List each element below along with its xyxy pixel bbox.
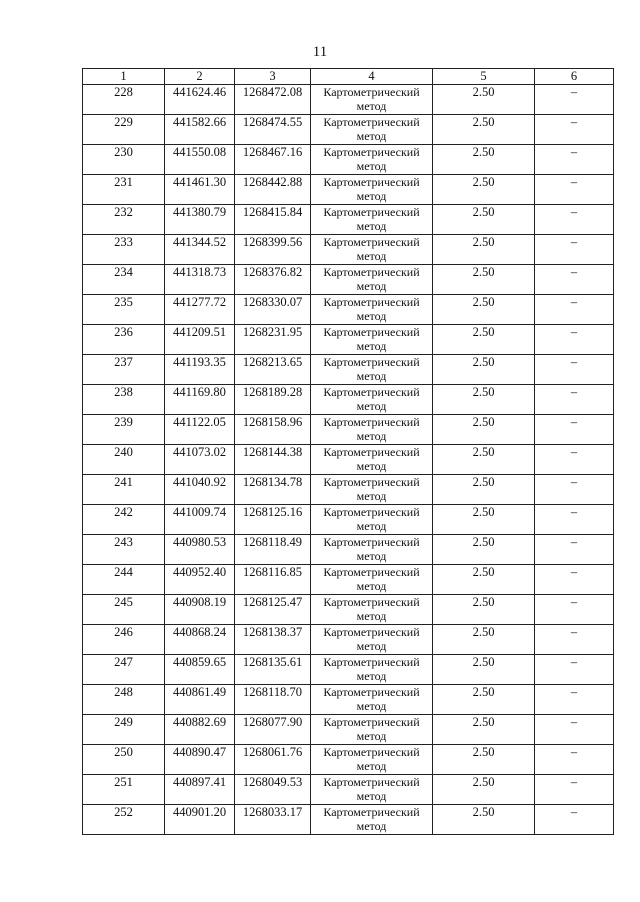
header-col-1: 1 bbox=[83, 69, 165, 85]
table-row bbox=[83, 655, 614, 685]
table-row bbox=[83, 355, 614, 385]
x-coordinate-cell: 441624.46 bbox=[165, 85, 235, 115]
method-cell: Картометрический метод bbox=[311, 565, 433, 595]
accuracy-cell: 2.50 bbox=[433, 145, 535, 175]
table-row bbox=[83, 175, 614, 205]
description-cell: – bbox=[535, 145, 614, 175]
method-cell: Картометрический метод bbox=[311, 265, 433, 295]
x-coordinate-cell: 440868.24 bbox=[165, 625, 235, 655]
x-coordinate-cell: 441344.52 bbox=[165, 235, 235, 265]
description-cell: – bbox=[535, 415, 614, 445]
table-body bbox=[83, 85, 614, 835]
point-number-cell: 241 bbox=[83, 475, 165, 505]
description-cell: – bbox=[535, 715, 614, 745]
method-cell: Картометрический метод bbox=[311, 85, 433, 115]
accuracy-cell: 2.50 bbox=[433, 715, 535, 745]
description-cell: – bbox=[535, 565, 614, 595]
y-coordinate-cell: 1268061.76 bbox=[235, 745, 311, 775]
header-col-5: 5 bbox=[433, 69, 535, 85]
table-row bbox=[83, 715, 614, 745]
coordinates-table bbox=[82, 68, 614, 835]
method-cell: Картометрический метод bbox=[311, 415, 433, 445]
table-row bbox=[83, 625, 614, 655]
point-number-cell: 251 bbox=[83, 775, 165, 805]
description-cell: – bbox=[535, 355, 614, 385]
accuracy-cell: 2.50 bbox=[433, 235, 535, 265]
x-coordinate-cell: 441550.08 bbox=[165, 145, 235, 175]
x-coordinate-cell: 440952.40 bbox=[165, 565, 235, 595]
y-coordinate-cell: 1268474.55 bbox=[235, 115, 311, 145]
table-row bbox=[83, 775, 614, 805]
description-cell: – bbox=[535, 235, 614, 265]
point-number-cell: 237 bbox=[83, 355, 165, 385]
table-row bbox=[83, 535, 614, 565]
y-coordinate-cell: 1268231.95 bbox=[235, 325, 311, 355]
accuracy-cell: 2.50 bbox=[433, 205, 535, 235]
description-cell: – bbox=[535, 775, 614, 805]
table-row bbox=[83, 745, 614, 775]
method-cell: Картометрический метод bbox=[311, 325, 433, 355]
y-coordinate-cell: 1268399.56 bbox=[235, 235, 311, 265]
point-number-cell: 228 bbox=[83, 85, 165, 115]
point-number-cell: 239 bbox=[83, 415, 165, 445]
table-header-row bbox=[83, 69, 614, 85]
method-cell: Картометрический метод bbox=[311, 475, 433, 505]
description-cell: – bbox=[535, 115, 614, 145]
y-coordinate-cell: 1268376.82 bbox=[235, 265, 311, 295]
y-coordinate-cell: 1268135.61 bbox=[235, 655, 311, 685]
x-coordinate-cell: 440882.69 bbox=[165, 715, 235, 745]
accuracy-cell: 2.50 bbox=[433, 325, 535, 355]
y-coordinate-cell: 1268118.49 bbox=[235, 535, 311, 565]
y-coordinate-cell: 1268116.85 bbox=[235, 565, 311, 595]
description-cell: – bbox=[535, 805, 614, 835]
description-cell: – bbox=[535, 655, 614, 685]
x-coordinate-cell: 441277.72 bbox=[165, 295, 235, 325]
point-number-cell: 236 bbox=[83, 325, 165, 355]
y-coordinate-cell: 1268415.84 bbox=[235, 205, 311, 235]
point-number-cell: 238 bbox=[83, 385, 165, 415]
y-coordinate-cell: 1268077.90 bbox=[235, 715, 311, 745]
table-row bbox=[83, 145, 614, 175]
point-number-cell: 231 bbox=[83, 175, 165, 205]
point-number-cell: 250 bbox=[83, 745, 165, 775]
y-coordinate-cell: 1268134.78 bbox=[235, 475, 311, 505]
accuracy-cell: 2.50 bbox=[433, 355, 535, 385]
accuracy-cell: 2.50 bbox=[433, 655, 535, 685]
description-cell: – bbox=[535, 625, 614, 655]
x-coordinate-cell: 440980.53 bbox=[165, 535, 235, 565]
y-coordinate-cell: 1268049.53 bbox=[235, 775, 311, 805]
y-coordinate-cell: 1268467.16 bbox=[235, 145, 311, 175]
method-cell: Картометрический метод bbox=[311, 685, 433, 715]
header-col-6: 6 bbox=[535, 69, 614, 85]
method-cell: Картометрический метод bbox=[311, 625, 433, 655]
accuracy-cell: 2.50 bbox=[433, 685, 535, 715]
method-cell: Картометрический метод bbox=[311, 145, 433, 175]
description-cell: – bbox=[535, 385, 614, 415]
x-coordinate-cell: 440908.19 bbox=[165, 595, 235, 625]
method-cell: Картометрический метод bbox=[311, 805, 433, 835]
table-row bbox=[83, 415, 614, 445]
table-row bbox=[83, 565, 614, 595]
method-cell: Картометрический метод bbox=[311, 505, 433, 535]
method-cell: Картометрический метод bbox=[311, 385, 433, 415]
point-number-cell: 249 bbox=[83, 715, 165, 745]
point-number-cell: 234 bbox=[83, 265, 165, 295]
description-cell: – bbox=[535, 745, 614, 775]
y-coordinate-cell: 1268033.17 bbox=[235, 805, 311, 835]
table-row bbox=[83, 295, 614, 325]
y-coordinate-cell: 1268442.88 bbox=[235, 175, 311, 205]
y-coordinate-cell: 1268330.07 bbox=[235, 295, 311, 325]
point-number-cell: 252 bbox=[83, 805, 165, 835]
accuracy-cell: 2.50 bbox=[433, 295, 535, 325]
accuracy-cell: 2.50 bbox=[433, 595, 535, 625]
accuracy-cell: 2.50 bbox=[433, 505, 535, 535]
x-coordinate-cell: 441122.05 bbox=[165, 415, 235, 445]
x-coordinate-cell: 441209.51 bbox=[165, 325, 235, 355]
method-cell: Картометрический метод bbox=[311, 775, 433, 805]
point-number-cell: 235 bbox=[83, 295, 165, 325]
method-cell: Картометрический метод bbox=[311, 745, 433, 775]
description-cell: – bbox=[535, 265, 614, 295]
x-coordinate-cell: 441318.73 bbox=[165, 265, 235, 295]
accuracy-cell: 2.50 bbox=[433, 745, 535, 775]
y-coordinate-cell: 1268125.47 bbox=[235, 595, 311, 625]
x-coordinate-cell: 441380.79 bbox=[165, 205, 235, 235]
point-number-cell: 243 bbox=[83, 535, 165, 565]
accuracy-cell: 2.50 bbox=[433, 175, 535, 205]
x-coordinate-cell: 441461.30 bbox=[165, 175, 235, 205]
table-row bbox=[83, 445, 614, 475]
description-cell: – bbox=[535, 685, 614, 715]
y-coordinate-cell: 1268472.08 bbox=[235, 85, 311, 115]
point-number-cell: 233 bbox=[83, 235, 165, 265]
x-coordinate-cell: 440897.41 bbox=[165, 775, 235, 805]
y-coordinate-cell: 1268144.38 bbox=[235, 445, 311, 475]
description-cell: – bbox=[535, 295, 614, 325]
method-cell: Картометрический метод bbox=[311, 445, 433, 475]
header-col-4: 4 bbox=[311, 69, 433, 85]
description-cell: – bbox=[535, 205, 614, 235]
table-row bbox=[83, 235, 614, 265]
y-coordinate-cell: 1268213.65 bbox=[235, 355, 311, 385]
table-row bbox=[83, 85, 614, 115]
x-coordinate-cell: 441193.35 bbox=[165, 355, 235, 385]
point-number-cell: 244 bbox=[83, 565, 165, 595]
accuracy-cell: 2.50 bbox=[433, 805, 535, 835]
accuracy-cell: 2.50 bbox=[433, 85, 535, 115]
accuracy-cell: 2.50 bbox=[433, 415, 535, 445]
method-cell: Картометрический метод bbox=[311, 175, 433, 205]
x-coordinate-cell: 441073.02 bbox=[165, 445, 235, 475]
method-cell: Картометрический метод bbox=[311, 115, 433, 145]
x-coordinate-cell: 440890.47 bbox=[165, 745, 235, 775]
description-cell: – bbox=[535, 325, 614, 355]
table-row bbox=[83, 325, 614, 355]
point-number-cell: 232 bbox=[83, 205, 165, 235]
description-cell: – bbox=[535, 595, 614, 625]
accuracy-cell: 2.50 bbox=[433, 775, 535, 805]
method-cell: Картометрический метод bbox=[311, 715, 433, 745]
point-number-cell: 248 bbox=[83, 685, 165, 715]
y-coordinate-cell: 1268118.70 bbox=[235, 685, 311, 715]
method-cell: Картометрический метод bbox=[311, 295, 433, 325]
x-coordinate-cell: 441169.80 bbox=[165, 385, 235, 415]
x-coordinate-cell: 440861.49 bbox=[165, 685, 235, 715]
x-coordinate-cell: 440859.65 bbox=[165, 655, 235, 685]
table-row bbox=[83, 385, 614, 415]
y-coordinate-cell: 1268189.28 bbox=[235, 385, 311, 415]
table-row bbox=[83, 115, 614, 145]
method-cell: Картометрический метод bbox=[311, 595, 433, 625]
point-number-cell: 229 bbox=[83, 115, 165, 145]
method-cell: Картометрический метод bbox=[311, 235, 433, 265]
accuracy-cell: 2.50 bbox=[433, 535, 535, 565]
accuracy-cell: 2.50 bbox=[433, 565, 535, 595]
description-cell: – bbox=[535, 475, 614, 505]
x-coordinate-cell: 441582.66 bbox=[165, 115, 235, 145]
table-row bbox=[83, 265, 614, 295]
point-number-cell: 245 bbox=[83, 595, 165, 625]
table-row bbox=[83, 685, 614, 715]
method-cell: Картометрический метод bbox=[311, 655, 433, 685]
accuracy-cell: 2.50 bbox=[433, 115, 535, 145]
accuracy-cell: 2.50 bbox=[433, 445, 535, 475]
description-cell: – bbox=[535, 505, 614, 535]
table-row bbox=[83, 505, 614, 535]
table-row bbox=[83, 595, 614, 625]
point-number-cell: 242 bbox=[83, 505, 165, 535]
description-cell: – bbox=[535, 85, 614, 115]
x-coordinate-cell: 441040.92 bbox=[165, 475, 235, 505]
point-number-cell: 247 bbox=[83, 655, 165, 685]
point-number-cell: 246 bbox=[83, 625, 165, 655]
method-cell: Картометрический метод bbox=[311, 355, 433, 385]
page-number: 11 bbox=[312, 44, 328, 60]
description-cell: – bbox=[535, 175, 614, 205]
table-row bbox=[83, 205, 614, 235]
accuracy-cell: 2.50 bbox=[433, 475, 535, 505]
method-cell: Картометрический метод bbox=[311, 205, 433, 235]
y-coordinate-cell: 1268138.37 bbox=[235, 625, 311, 655]
point-number-cell: 240 bbox=[83, 445, 165, 475]
x-coordinate-cell: 440901.20 bbox=[165, 805, 235, 835]
table-row bbox=[83, 805, 614, 835]
point-number-cell: 230 bbox=[83, 145, 165, 175]
header-col-3: 3 bbox=[235, 69, 311, 85]
method-cell: Картометрический метод bbox=[311, 535, 433, 565]
accuracy-cell: 2.50 bbox=[433, 385, 535, 415]
description-cell: – bbox=[535, 535, 614, 565]
accuracy-cell: 2.50 bbox=[433, 625, 535, 655]
accuracy-cell: 2.50 bbox=[433, 265, 535, 295]
description-cell: – bbox=[535, 445, 614, 475]
header-col-2: 2 bbox=[165, 69, 235, 85]
y-coordinate-cell: 1268158.96 bbox=[235, 415, 311, 445]
table-row bbox=[83, 475, 614, 505]
x-coordinate-cell: 441009.74 bbox=[165, 505, 235, 535]
y-coordinate-cell: 1268125.16 bbox=[235, 505, 311, 535]
